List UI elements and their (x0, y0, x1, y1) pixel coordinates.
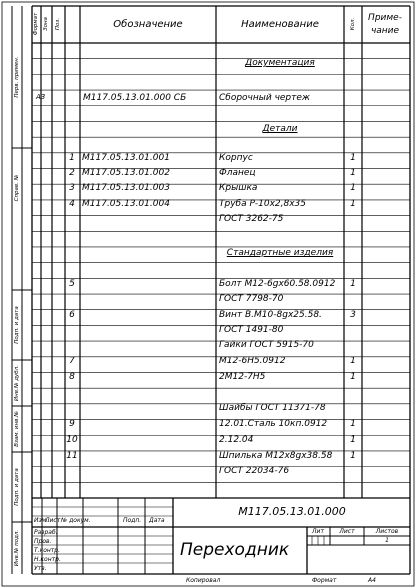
cell-name: Болт М12-6gх60.58.0912 (219, 279, 336, 289)
cell-pos: 6 (69, 310, 75, 320)
tb-approved: Утв. (34, 565, 47, 572)
cell-name: 2.12.04 (219, 435, 254, 445)
margin-ref-no: Справ. № (14, 174, 20, 202)
header-zone: Зона (43, 17, 49, 31)
cell-designation: М117.05.13.01.004 (82, 199, 170, 209)
cell-pos: 5 (69, 279, 75, 289)
cell-name: ГОСТ 22034-76 (219, 466, 290, 476)
header-designation: Обозначение (113, 19, 183, 30)
margin-inv-dup: Инв.№ дубл. (14, 365, 20, 401)
cell-designation: М117.05.13.01.001 (82, 153, 170, 163)
header-qty: Кол. (350, 17, 356, 31)
cell-name: 12.01.Сталь 10кп.0912 (219, 419, 328, 429)
tb-ncontrol: Н.контр. (34, 556, 61, 563)
tb-sheets-value: 1 (385, 537, 389, 544)
cell-name: Фланец (219, 168, 256, 178)
margin-inv-swap: Взам. инв.№ (14, 411, 20, 447)
cell-name: Гайки ГОСТ 5915-70 (219, 340, 314, 350)
tb-col-date: Дата (149, 517, 165, 524)
cell-qty: 1 (350, 183, 356, 193)
cell-name: ГОСТ 3262-75 (219, 214, 284, 224)
cell-pos: 4 (69, 199, 75, 209)
tb-designation: М117.05.13.01.000 (238, 505, 346, 518)
cell-pos: 2 (69, 168, 75, 178)
cell-pos: 3 (69, 183, 75, 193)
section-documentation: Документация (245, 58, 315, 68)
tb-col-izm: Изм. (34, 517, 49, 524)
cell-designation: М117.05.13.01.003 (82, 183, 170, 193)
cell-name: Шпилька М12х8gх38.58 (219, 451, 333, 461)
header-note-line2: чание (370, 26, 400, 36)
cell-name: Труба Р-10х2,8х35 (219, 199, 307, 209)
tb-title: Переходник (180, 540, 290, 560)
tb-col-list: Лист (45, 517, 61, 524)
cell-qty: 3 (350, 310, 356, 320)
header-format: Формат (33, 12, 39, 36)
cell-qty: 1 (350, 419, 356, 429)
header-note-line1: Приме- (368, 13, 402, 23)
margin-sign-date-1: Подп. и дата (14, 306, 20, 344)
footer-format: Формат (312, 577, 337, 584)
cell-pos: 1 (69, 153, 75, 163)
cell-pos: 8 (69, 372, 75, 382)
tb-checked: Пров. (34, 538, 52, 545)
section-parts: Детали (262, 124, 298, 134)
margin-inv-orig: Инв.№ подл. (14, 529, 20, 567)
cell-pos: 11 (66, 451, 78, 461)
footer-format-value: А4 (368, 577, 376, 584)
cell-name: 2М12-7Н5 (219, 372, 266, 382)
cell-qty: 1 (350, 168, 356, 178)
cell-pos: 10 (66, 435, 78, 445)
cell-name: ГОСТ 1491-80 (219, 325, 284, 335)
section-standard: Стандартные изделия (226, 248, 334, 258)
cell-name: Корпус (219, 153, 253, 163)
cell-format: А3 (36, 93, 46, 101)
cell-qty: 1 (350, 451, 356, 461)
tb-tcontrol: Т.контр. (34, 547, 61, 554)
tb-col-doc: № докум. (61, 517, 91, 524)
margin-first-use: Перв. примен. (14, 56, 20, 98)
cell-qty: 1 (350, 372, 356, 382)
cell-qty: 1 (350, 153, 356, 163)
tb-col-sign: Подп. (123, 517, 142, 524)
cell-qty: 1 (350, 435, 356, 445)
footer-copied: Копировал (186, 577, 221, 584)
cell-qty: 1 (350, 199, 356, 209)
margin-sign-date-2: Подп. и дата (14, 468, 20, 506)
tb-sheets: Листов (375, 528, 399, 535)
cell-pos: 9 (69, 419, 75, 429)
cell-name: Винт В.М10-8gх25.58. (219, 310, 322, 320)
header-name: Наименование (241, 19, 319, 30)
tb-sheet: Лист (339, 528, 355, 535)
cell-name: М12-6Н5.0912 (219, 356, 286, 366)
cell-qty: 1 (350, 279, 356, 289)
cell-qty: 1 (350, 356, 356, 366)
cell-name: Крышка (219, 183, 258, 193)
cell-designation: М117.05.13.01.002 (82, 168, 170, 178)
cell-name: ГОСТ 7798-70 (219, 294, 284, 304)
header-pos: Поз. (55, 17, 61, 31)
cell-pos: 7 (69, 356, 75, 366)
tb-lit: Лит (312, 528, 324, 535)
tb-developed: Разраб. (34, 529, 58, 536)
cell-designation: М117.05.13.01.000 СБ (83, 93, 187, 103)
cell-name: Шайбы ГОСТ 11371-78 (219, 403, 326, 413)
cell-name: Сборочный чертеж (219, 93, 311, 103)
